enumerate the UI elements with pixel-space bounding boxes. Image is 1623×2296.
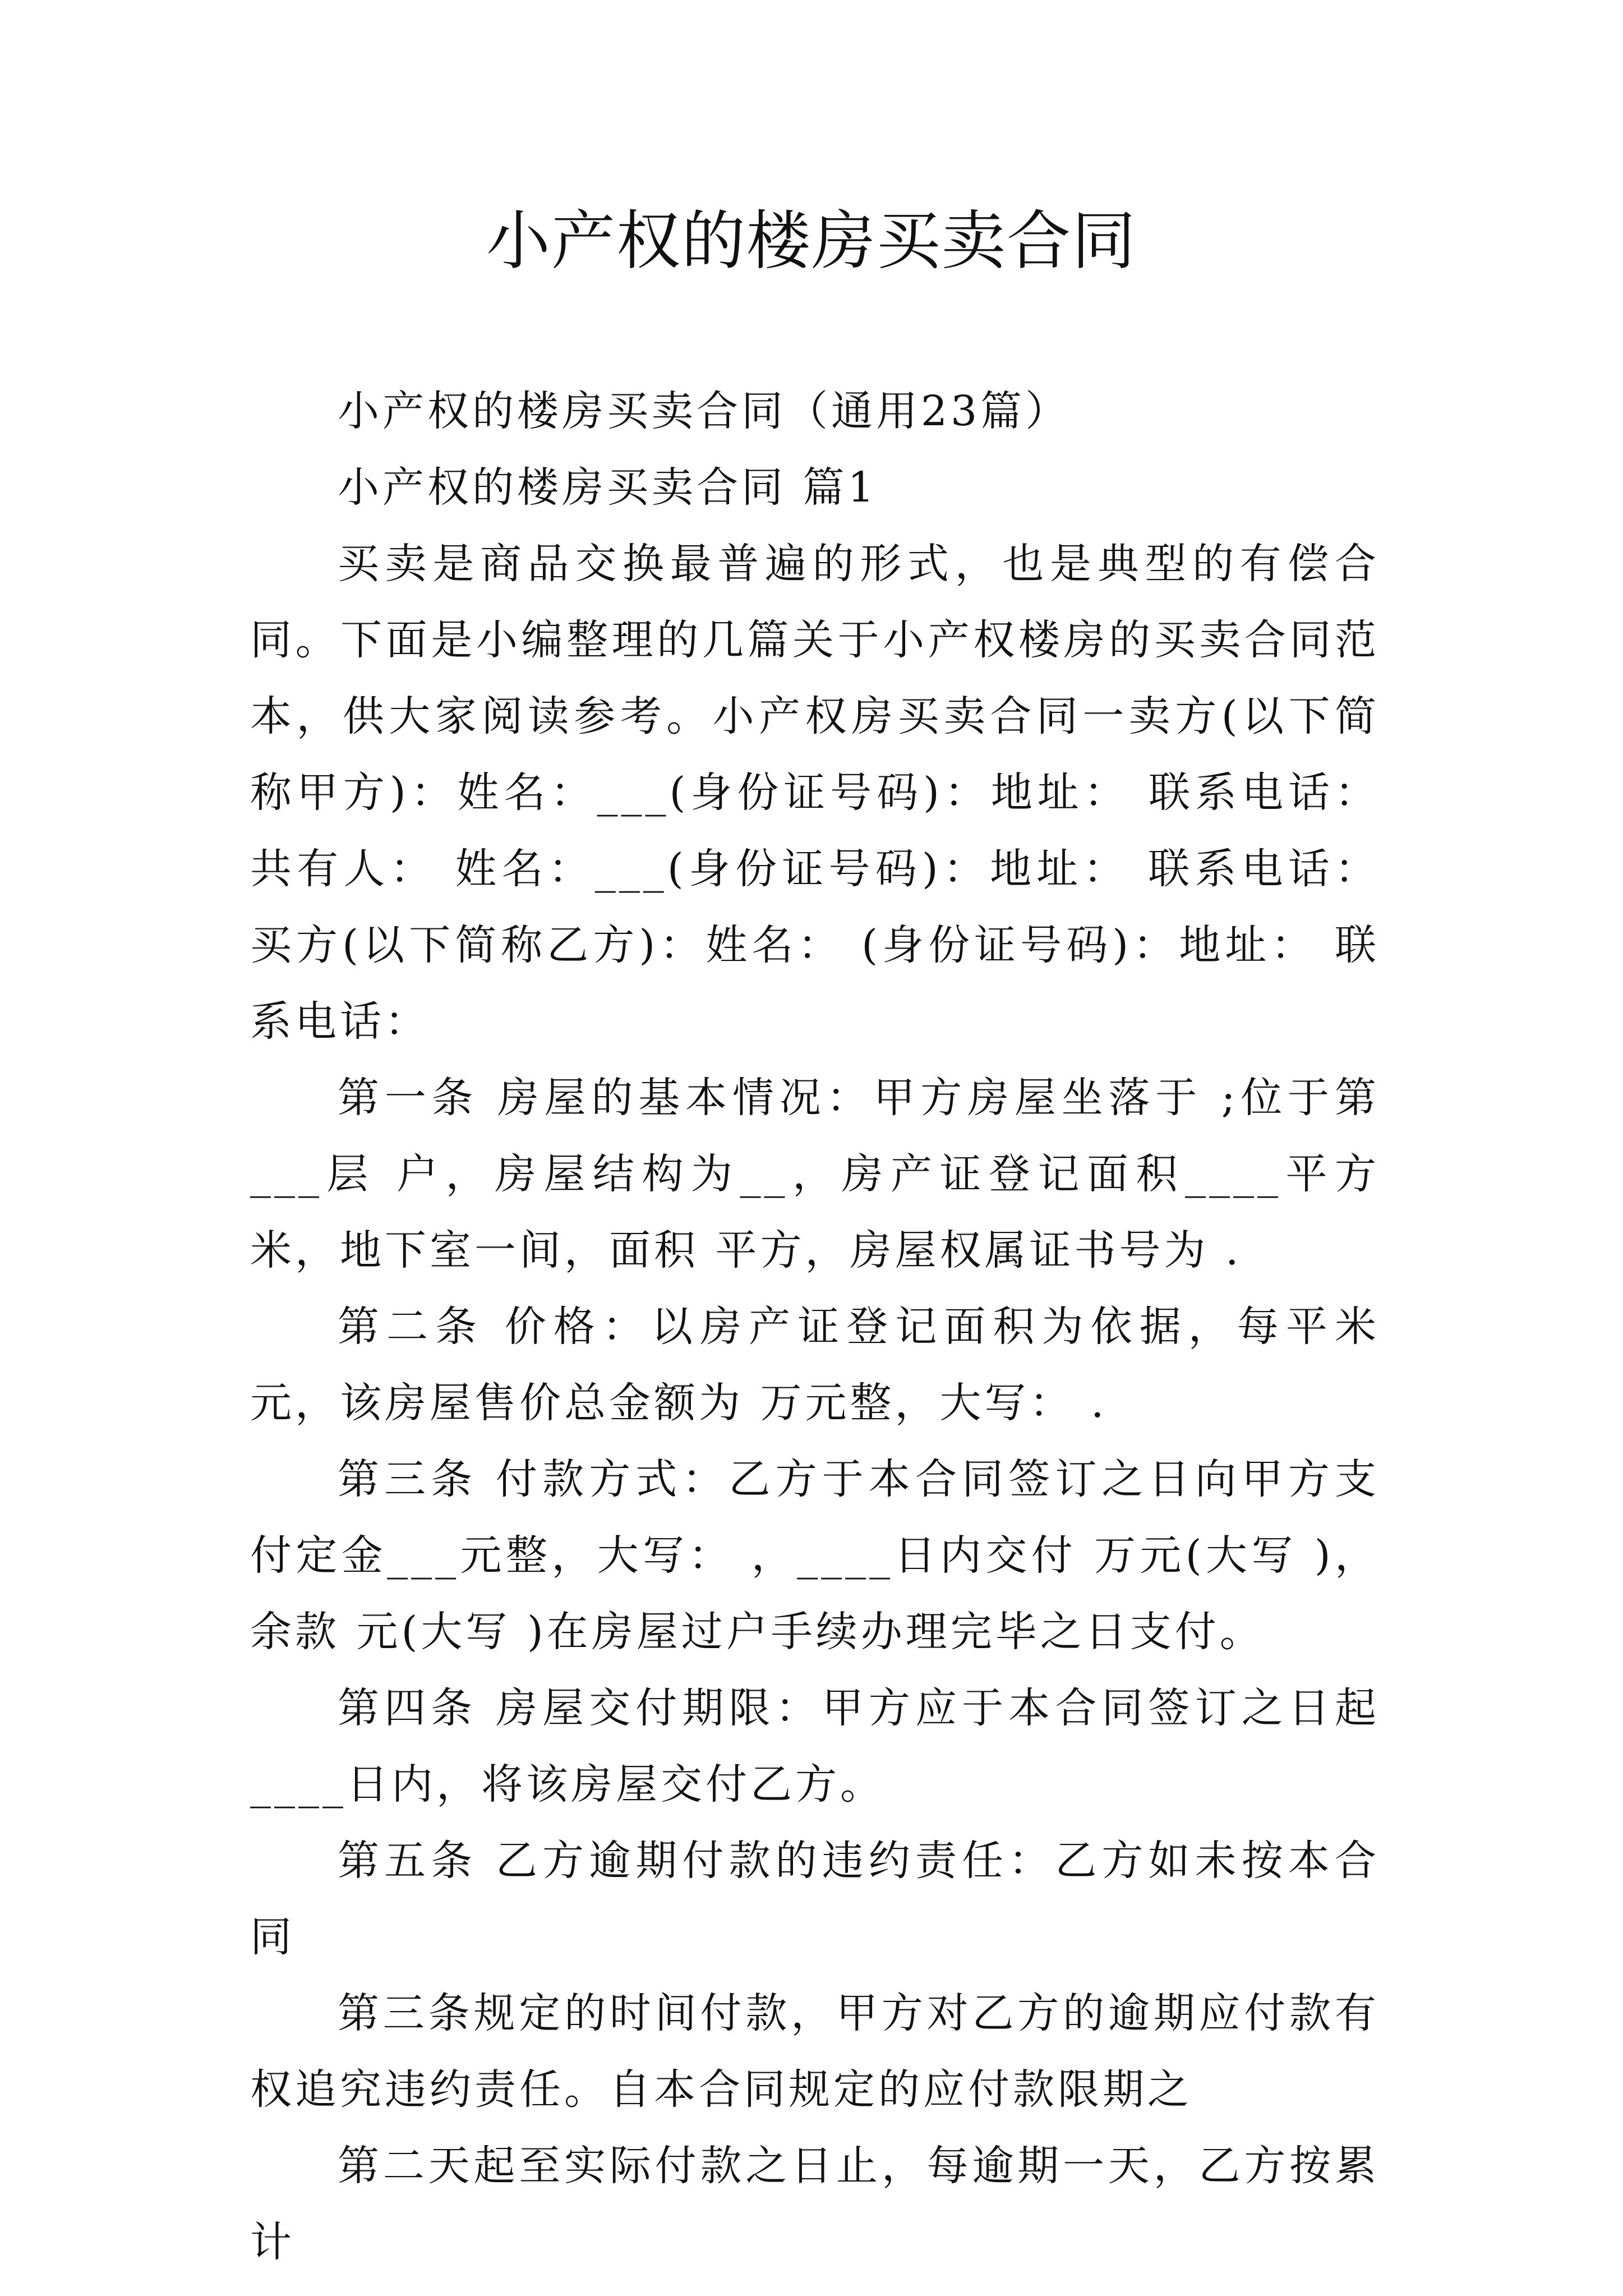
paragraph-article-2: 第二条 价格：以房产证登记面积为依据，每平米 元，该房屋售价总金额为 万元整，大写： . — [250, 1303, 1380, 1427]
paragraph-article-3: 第三条 付款方式：乙方于本合同签订之日向甲方支付定金___元整，大写： ，____日内交付 万元(大写 )，余款 元(大写 )在房屋过户手续办理完毕之日支付。 — [250, 1455, 1380, 1656]
paragraph-article-5-cont: 第三条规定的时间付款，甲方对乙方的逾期应付款有权追究违约责任。自本合同规定的应付款限期之 — [250, 1989, 1380, 2114]
paragraph-article-1: 第一条 房屋的基本情况：甲方房屋坐落于 ;位于第___层 户，房屋结构为__，房产证登记面积____平方米，地下室一间，面积 平方，房屋权属证书号为 . — [250, 1074, 1380, 1274]
paragraph-article-4: 第四条 房屋交付期限：甲方应于本合同签订之日起____日内，将该房屋交付乙方。 — [250, 1684, 1380, 1809]
document-subtitle: 小产权的楼房买卖合同（通用23篇） — [338, 387, 1071, 435]
paragraph-intro: 买卖是商品交换最普遍的形式，也是典型的有偿合同。下面是小编整理的几篇关于小产权楼房的买卖合同范本，供大家阅读参考。小产权房买卖合同一卖方(以下简称甲方)：姓名：___(身份证号码)：地址： 联系电话：共有人： 姓名：___(身份证号码)：地址： 联系电话：买方(以下简称乙方)：姓名： (身份证号码)：地址： 联系电话： — [250, 540, 1380, 1046]
section-heading: 小产权的楼房买卖合同 篇1 — [338, 463, 878, 512]
paragraph-article-5-cont-2: 第二天起至实际付款之日止，每逾期一天，乙方按累计 — [250, 2142, 1380, 2266]
document-body — [250, 373, 1380, 2280]
paragraph-article-5: 第五条 乙方逾期付款的违约责任：乙方如未按本合同 — [250, 1837, 1380, 1961]
document-title: 小产权的楼房买卖合同 — [486, 204, 1137, 278]
